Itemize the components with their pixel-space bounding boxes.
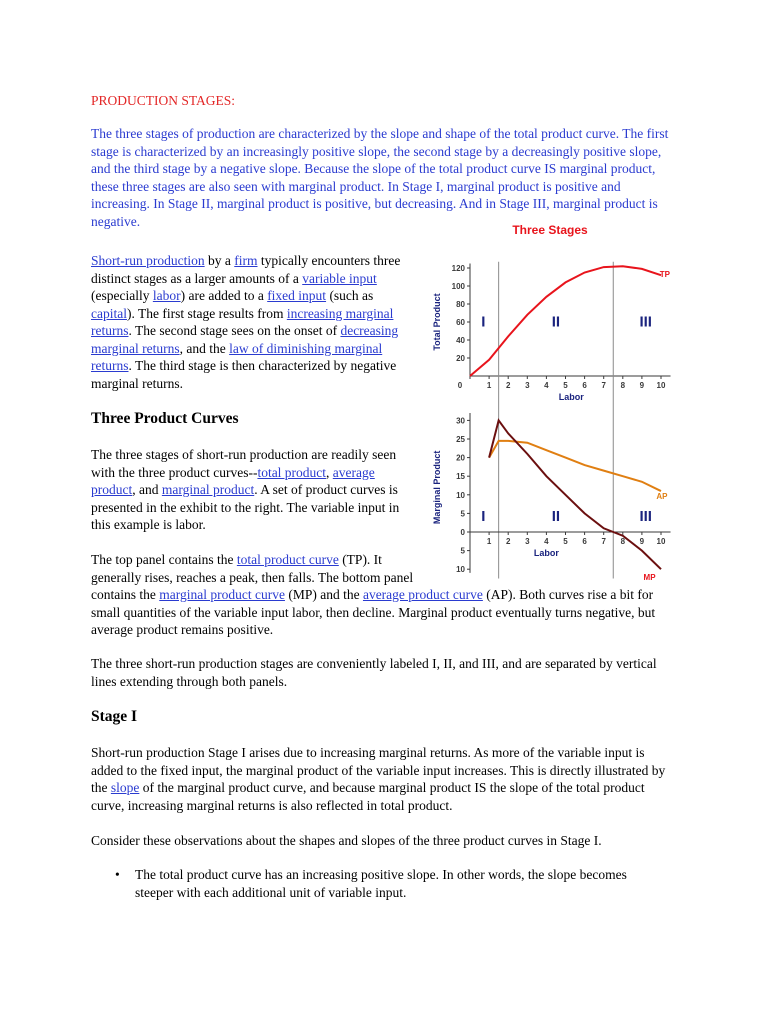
- bottom-stage-label: I: [481, 507, 486, 525]
- bottom-y-tick-label: 30: [456, 416, 465, 426]
- top-x-tick-label: 10: [656, 381, 666, 390]
- link-total-product-curve[interactable]: total product curve: [236, 552, 339, 567]
- top-y-tick-label: 40: [456, 336, 465, 345]
- bullet-list: [91, 866, 651, 901]
- link-law-of-diminishing-returns[interactable]: law of diminishing marginal returns: [91, 340, 383, 373]
- bottom-y-tick-label: 25: [456, 435, 465, 444]
- bottom-y-tick-label: 10: [456, 565, 465, 575]
- mp-curve-label: MP: [643, 572, 656, 582]
- bottom-x-tick-label: 9: [639, 537, 645, 546]
- three-stages-figure: [430, 218, 680, 584]
- top-y-tick-label: 80: [456, 300, 465, 309]
- text: typically encounters three distinct stages as a larger amounts of a: [91, 253, 401, 286]
- link-firm[interactable]: firm: [234, 253, 258, 268]
- paragraph-stages: [91, 252, 416, 392]
- link-short-run-production[interactable]: Short-run production: [91, 253, 205, 268]
- bullet-text: The total product curve has an increasing positive slope. In other words, the slope becomes steeper with each additional unit of variable input.: [135, 867, 627, 900]
- text: The top panel contains the: [91, 552, 237, 567]
- top-stage-label: II: [551, 313, 561, 331]
- paragraph-stage-labels: The three short-run production stages are conveniently labeled I, II, and III, and are separated by vertical lines extending through both panels.: [91, 656, 657, 689]
- link-labor[interactable]: labor: [152, 288, 181, 303]
- text: by a: [204, 253, 235, 268]
- top-y-tick-label: 60: [456, 318, 465, 327]
- top-y-tick-label: 120: [451, 264, 465, 273]
- top-y-tick-label: 20: [456, 354, 465, 363]
- heading-stage-1: Stage I: [91, 708, 138, 725]
- bottom-stage-label: II: [551, 507, 561, 525]
- heading-three-product-curves: Three Product Curves: [91, 410, 239, 427]
- link-average-product-curve[interactable]: average product curve: [362, 587, 483, 602]
- link-capital[interactable]: capital: [91, 305, 127, 321]
- text: , and: [132, 482, 162, 497]
- text: . A set of product curves is presented in the exhibit to the right. The variable input in this example is labor.: [91, 482, 400, 532]
- paragraph-observations: Consider these observations about the shapes and slopes of the three product curves in Stage I.: [91, 833, 602, 848]
- top-x-tick-label: 6: [582, 381, 587, 390]
- link-marginal-product[interactable]: marginal product: [161, 482, 255, 497]
- bottom-y-tick-label: 0: [460, 528, 465, 537]
- top-x-tick-label: 7: [601, 381, 606, 390]
- bottom-x-tick-label: 4: [544, 537, 549, 546]
- top-x-tick-label: 9: [639, 381, 645, 390]
- text: Short-run production Stage I arises due to increasing marginal returns. As more of the variable input is added to the fixed input, the marginal product of the variable input increases. This is directly illustrated by the: [91, 745, 666, 795]
- bottom-x-tick-label: 5: [563, 537, 568, 546]
- text: ,: [326, 464, 333, 480]
- chart-title: Three Stages: [512, 223, 588, 237]
- bottom-y-tick-label: 20: [456, 453, 465, 463]
- text: ) are added to a: [180, 288, 268, 303]
- link-total-product[interactable]: total product: [257, 464, 327, 480]
- paragraph-stage-1: [91, 744, 671, 814]
- top-x-tick-label: 4: [544, 381, 549, 390]
- link-variable-input[interactable]: variable input: [302, 270, 377, 286]
- link-increasing-marginal-returns[interactable]: increasing marginal returns: [91, 305, 394, 338]
- link-fixed-input[interactable]: fixed input: [267, 288, 327, 303]
- bottom-x-tick-label: 6: [582, 537, 587, 546]
- bottom-y-tick-label: 10: [456, 490, 465, 500]
- text: of the marginal product curve, and because marginal product IS the slope of the total product curve, increasing marginal returns is also reflected in total product.: [91, 780, 645, 813]
- top-y-axis-label: Total Product: [432, 293, 442, 351]
- text: (such as: [326, 288, 374, 303]
- text: (especially: [91, 288, 153, 303]
- tp-curve-label: TP: [659, 270, 670, 279]
- bottom-x-tick-label: 8: [620, 537, 626, 546]
- bottom-y-axis-label: Marginal Product: [432, 450, 442, 525]
- top-x-tick-label: 8: [620, 381, 626, 390]
- text: . The second stage sees on the onset of: [128, 323, 341, 338]
- bottom-x-tick-label: 2: [505, 537, 511, 546]
- text: (AP). Both curves rise a bit for small quantities of the variable input labor, then decline. Marginal product eventually turns negative, but average product remains positive.: [91, 587, 656, 637]
- top-stage-label: III: [639, 313, 652, 331]
- ap-curve-label: AP: [656, 491, 668, 501]
- text: (TP). It generally rises, reaches a peak, then falls. The bottom panel contains the: [91, 552, 414, 602]
- link-average-product[interactable]: average product: [91, 464, 375, 497]
- text: . The third stage is then characterized by negative marginal returns.: [91, 358, 397, 391]
- bottom-x-tick-label: 3: [525, 537, 530, 546]
- bottom-x-tick-label: 1: [486, 537, 492, 546]
- bullet-icon: •: [115, 867, 120, 882]
- list-item: [91, 866, 651, 901]
- link-slope[interactable]: slope: [110, 780, 140, 795]
- text: , and the: [179, 340, 230, 356]
- mp-curve: [486, 420, 661, 569]
- bottom-x-tick-label: 10: [656, 537, 666, 546]
- top-x-tick-label: 5: [563, 381, 568, 390]
- section-title: PRODUCTION STAGES:: [91, 93, 236, 108]
- top-x-axis-label: Labor: [558, 392, 584, 402]
- link-decreasing-marginal-returns[interactable]: decreasing marginal returns: [91, 323, 399, 356]
- bottom-x-axis-label: Labor: [533, 548, 559, 558]
- text: (MP) and the: [284, 587, 363, 602]
- link-marginal-product-curve[interactable]: marginal product curve: [159, 587, 285, 602]
- intro-text: The three stages of production are characterized by the slope and shape of the total product curve. The first stage is characterized by an increasingly positive slope, the second stage by a decreasingly positive slope, and the third stage by a negative slope. Because the slope of the total product curve IS marginal product, these three stages are also seen with marginal product. In Stage I, marginal product is positive and increasing. In Stage II, marginal product is positive, but decreasing. And in Stage III, marginal product is negative.: [91, 126, 669, 229]
- top-x-tick-label: 0: [457, 381, 463, 390]
- text: The three stages of short-run production are readily seen with the three product curves--: [91, 447, 397, 480]
- bottom-y-tick-label: 5: [460, 546, 465, 556]
- top-x-tick-label: 1: [486, 381, 492, 390]
- top-y-tick-label: 100: [451, 282, 465, 291]
- ap-curve: [489, 441, 661, 491]
- top-stage-label: I: [481, 313, 486, 331]
- intro-paragraph: [91, 125, 671, 230]
- bottom-stage-label: III: [639, 507, 652, 525]
- text: ). The first stage results from: [126, 305, 287, 321]
- top-x-tick-label: 3: [525, 381, 530, 390]
- paragraph-product-curves: [91, 446, 419, 534]
- top-x-tick-label: 2: [505, 381, 511, 390]
- bottom-y-tick-label: 5: [460, 509, 465, 519]
- bottom-x-tick-label: 7: [601, 537, 606, 546]
- bottom-y-tick-label: 15: [456, 472, 465, 482]
